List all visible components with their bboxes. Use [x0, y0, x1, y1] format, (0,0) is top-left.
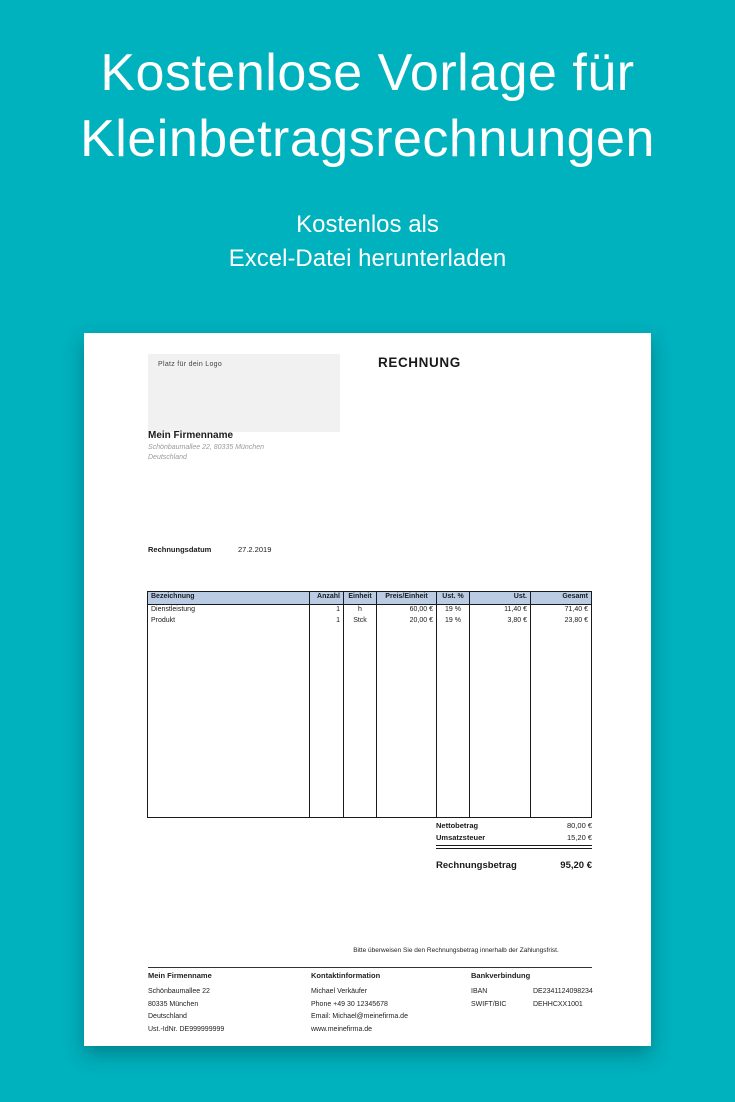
table-filler-cell — [531, 627, 591, 817]
col-header-preis-einheit: Preis/Einheit — [377, 592, 437, 605]
footer-contact-title: Kontaktinformation — [311, 971, 381, 980]
table-filler-cell — [470, 627, 531, 817]
footer-swift-row — [471, 999, 593, 1012]
table-filler-cell — [377, 627, 437, 817]
table-cell: 11,40 € — [470, 605, 531, 616]
net-amount-label: Nettobetrag — [436, 821, 479, 830]
table-cell: 23,80 € — [564, 617, 588, 624]
logo-placeholder-text: Platz für dein Logo — [158, 361, 223, 368]
table-cell: 19 % — [437, 605, 470, 616]
table-cell: 19 % — [437, 616, 470, 627]
hero-section — [0, 0, 735, 276]
grand-total-row — [436, 859, 592, 872]
footer-bank-column — [471, 971, 593, 1011]
col-header-ust-prozent: Ust. % — [437, 592, 470, 605]
invoice-date-value: 27.2.2019 — [238, 545, 272, 554]
hero-subtitle-line1: Kostenlos als — [296, 211, 439, 238]
footer-company-country: Deutschland — [148, 1013, 187, 1020]
hero-title — [0, 40, 735, 172]
col-header-ust: Ust. — [470, 592, 531, 605]
table-filler-cell — [148, 627, 310, 817]
table-row: Produkt — [148, 616, 310, 627]
invoice-document — [84, 333, 651, 1046]
table-cell: 3,80 € — [470, 616, 531, 627]
table-filler-cell — [344, 627, 377, 817]
company-name: Mein Firmenname — [148, 430, 234, 441]
col-header-gesamt: Gesamt — [531, 592, 591, 605]
totals-block — [436, 820, 592, 872]
footer-company-vat-id: Ust.-IdNr. DE999999999 — [148, 1025, 225, 1033]
footer-contact-name: Michael Verkäufer — [311, 988, 368, 995]
footer-swift-label: SWIFT/BIC — [471, 1000, 507, 1008]
table-filler-cell — [310, 627, 344, 817]
net-amount-row — [436, 820, 592, 832]
line-items-table — [147, 591, 592, 818]
footer-swift-value: DEHHCXX1001 — [533, 1000, 583, 1008]
vat-row — [436, 832, 592, 849]
footer-company-column — [148, 971, 298, 1036]
table-cell: 20,00 € — [377, 616, 437, 627]
table-cell: Stck — [344, 616, 377, 627]
footer-bank-title: Bankverbindung — [471, 971, 531, 980]
invoice-date-label: Rechnungsdatum — [148, 545, 212, 554]
footer-contact-website: www.meinefirma.de — [311, 1025, 373, 1033]
table-filler-cell — [437, 627, 470, 817]
payment-note: Bitte überweisen Sie den Rechnungsbetrag innerhalb der Zahlungsfrist. — [353, 947, 559, 954]
hero-title-line1: Kostenlose Vorlage für — [100, 44, 635, 102]
footer-contact-email: Email: Michael@meinefirma.de — [311, 1013, 408, 1020]
hero-subtitle — [0, 208, 735, 276]
footer-company-title: Mein Firmenname — [148, 971, 212, 980]
vat-value: 15,20 € — [566, 833, 592, 842]
hero-title-line2: Kleinbetragsrechnungen — [80, 110, 655, 168]
grand-total-label: Rechnungsbetrag — [436, 860, 517, 871]
logo-placeholder-box — [148, 354, 340, 432]
hero-subtitle-line2: Excel-Datei herunterladen — [228, 245, 507, 272]
col-header-anzahl: Anzahl — [310, 592, 344, 605]
grand-total-value: 95,20 € — [560, 860, 592, 871]
table-cell: 60,00 € — [377, 605, 437, 616]
table-cell: 1 — [310, 616, 344, 627]
col-header-bezeichnung: Bezeichnung — [148, 592, 310, 605]
col-header-einheit: Einheit — [344, 592, 377, 605]
vat-label: Umsatzsteuer — [436, 833, 486, 842]
footer-contact-column — [311, 971, 461, 1036]
table-cell: 1 — [310, 605, 344, 616]
net-amount-value: 80,00 € — [566, 821, 592, 830]
footer-company-street: Schönbaumallee 22 — [148, 988, 210, 995]
footer-iban-row — [471, 986, 593, 999]
footer-divider — [148, 967, 592, 968]
table-cell: h — [344, 605, 377, 616]
table-cell: 71,40 € — [564, 606, 588, 613]
footer-iban-label: IBAN — [471, 988, 488, 995]
invoice-title: RECHNUNG — [378, 355, 461, 370]
table-row: Dienstleistung — [148, 605, 310, 616]
footer-iban-value: DE2341124098234 — [533, 988, 593, 995]
company-address-line1: Schönbaumallee 22, 80335 München — [148, 444, 264, 451]
footer-contact-phone: Phone +49 30 12345678 — [311, 1000, 388, 1008]
company-address-line2: Deutschland — [148, 454, 187, 461]
footer-company-city: 80335 München — [148, 1000, 199, 1008]
